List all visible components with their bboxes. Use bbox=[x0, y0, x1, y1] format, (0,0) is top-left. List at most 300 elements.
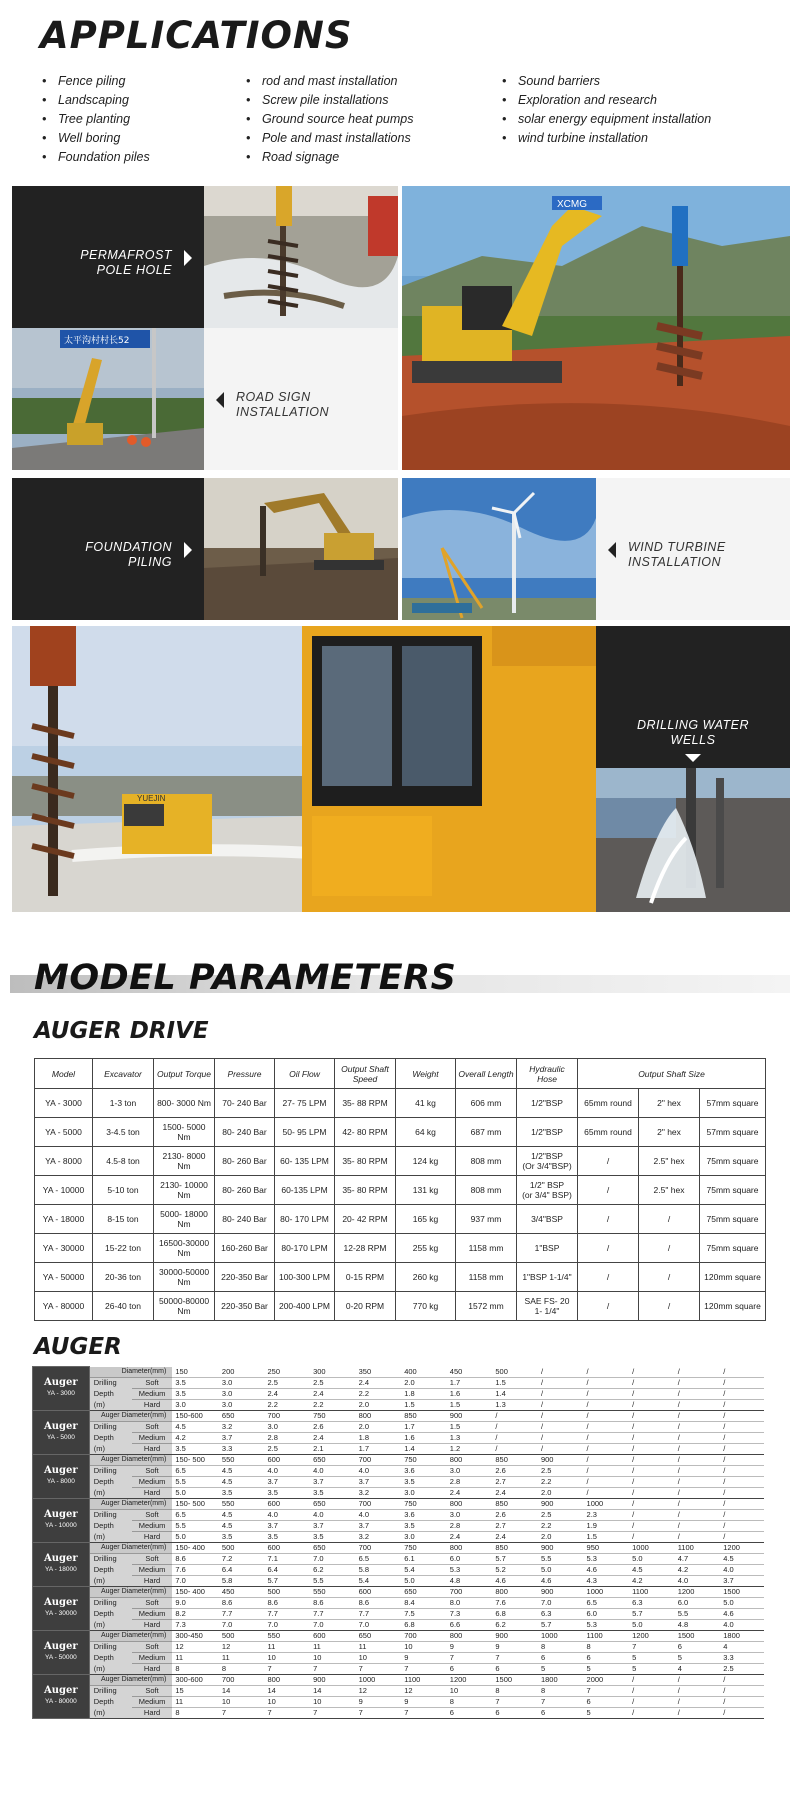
diameter-value: / bbox=[584, 1455, 630, 1466]
depth-value: 5.0 bbox=[629, 1620, 675, 1631]
table-cell: 12-28 RPM bbox=[335, 1234, 396, 1263]
depth-value: 6 bbox=[447, 1708, 493, 1719]
application-item: • Landscaping bbox=[40, 91, 150, 110]
depth-value: 3.5 bbox=[310, 1532, 356, 1543]
table-cell: / bbox=[578, 1263, 639, 1292]
depth-value: 6.0 bbox=[675, 1598, 721, 1609]
diameter-value: 1100 bbox=[401, 1675, 447, 1686]
depth-value: 2.6 bbox=[310, 1422, 356, 1433]
depth-value: / bbox=[584, 1466, 630, 1477]
depth-value: 9 bbox=[356, 1697, 402, 1708]
soil-condition-label: Soft bbox=[132, 1422, 173, 1433]
depth-value: 2.4 bbox=[310, 1433, 356, 1444]
depth-value: 10 bbox=[264, 1653, 310, 1664]
table-cell: 41 kg bbox=[396, 1089, 456, 1118]
depth-value: 14 bbox=[219, 1686, 265, 1697]
depth-value: 5.0 bbox=[172, 1488, 219, 1499]
depth-value: 1.5 bbox=[584, 1532, 630, 1543]
depth-value: 7 bbox=[356, 1708, 402, 1719]
auger-depth-row bbox=[33, 1697, 765, 1708]
table-cell: 60-135 LPM bbox=[275, 1176, 335, 1205]
depth-value: 3.5 bbox=[264, 1488, 310, 1499]
auger-depth-row bbox=[33, 1444, 765, 1455]
diameter-value: 550 bbox=[219, 1499, 265, 1510]
diameter-value: 300-450 bbox=[172, 1631, 219, 1642]
table-cell: YA - 18000 bbox=[35, 1205, 93, 1234]
column-header: Excavator bbox=[93, 1059, 154, 1089]
depth-value: 6.1 bbox=[401, 1554, 447, 1565]
drilling-depth-label: Drilling bbox=[89, 1378, 132, 1389]
drilling-depth-label: Drilling bbox=[89, 1422, 132, 1433]
soil-condition-label: Hard bbox=[132, 1488, 173, 1499]
auger-depth-row bbox=[33, 1521, 765, 1532]
applications-list-3 bbox=[500, 72, 711, 148]
auger-title: AUGER bbox=[34, 1334, 122, 1360]
depth-value: 3.0 bbox=[264, 1422, 310, 1433]
auger-model-label: YA - 10000 bbox=[45, 1522, 77, 1529]
depth-value: 2.4 bbox=[447, 1488, 493, 1499]
depth-value: 4.0 bbox=[675, 1576, 721, 1587]
depth-value: 8 bbox=[584, 1642, 630, 1653]
column-header: Output Shaft Speed bbox=[335, 1059, 396, 1089]
depth-value: 9.0 bbox=[172, 1598, 219, 1609]
diameter-value: 1500 bbox=[492, 1675, 538, 1686]
diameter-header: Auger Diameter(mm) bbox=[89, 1455, 172, 1466]
depth-value: 2.4 bbox=[447, 1532, 493, 1543]
tile-permafrost bbox=[12, 186, 204, 328]
drilling-depth-label: Depth bbox=[89, 1433, 132, 1444]
table-cell: 1500- 5000 Nm bbox=[154, 1118, 215, 1147]
diameter-header: Auger Diameter(mm) bbox=[89, 1587, 172, 1598]
depth-value: 5.0 bbox=[401, 1576, 447, 1587]
column-header: Pressure bbox=[215, 1059, 275, 1089]
diameter-value: 600 bbox=[264, 1543, 310, 1554]
auger-depth-row bbox=[33, 1477, 765, 1488]
depth-value: 4.0 bbox=[720, 1620, 764, 1631]
depth-value: 2.4 bbox=[310, 1389, 356, 1400]
diameter-value: / bbox=[538, 1411, 584, 1422]
table-cell: 260 kg bbox=[396, 1263, 456, 1292]
depth-value: 7 bbox=[356, 1664, 402, 1675]
auger-diameter-row bbox=[33, 1499, 765, 1510]
applications-title: APPLICATIONS bbox=[40, 14, 353, 57]
photo-road-sign bbox=[12, 328, 204, 470]
auger-depth-row bbox=[33, 1400, 765, 1411]
depth-value: 4.2 bbox=[629, 1576, 675, 1587]
drilling-depth-label: Drilling bbox=[89, 1642, 132, 1653]
depth-value: 14 bbox=[310, 1686, 356, 1697]
table-cell: 64 kg bbox=[396, 1118, 456, 1147]
diameter-value: 750 bbox=[310, 1411, 356, 1422]
diameter-value: / bbox=[538, 1367, 584, 1378]
drilling-depth-label: (m) bbox=[89, 1576, 132, 1587]
diameter-value: 650 bbox=[356, 1631, 402, 1642]
depth-value: 7 bbox=[401, 1708, 447, 1719]
diameter-header: Auger Diameter(mm) bbox=[89, 1411, 172, 1422]
diameter-value: 1000 bbox=[584, 1499, 630, 1510]
depth-value: / bbox=[538, 1400, 584, 1411]
auger-drive-title: AUGER DRIVE bbox=[34, 1018, 209, 1044]
table-cell: 200-400 LPM bbox=[275, 1292, 335, 1321]
diameter-value: / bbox=[629, 1499, 675, 1510]
depth-value: / bbox=[675, 1444, 721, 1455]
diameter-value: / bbox=[492, 1411, 538, 1422]
depth-value: 12 bbox=[401, 1686, 447, 1697]
diameter-value: 550 bbox=[264, 1631, 310, 1642]
drilling-depth-label: Depth bbox=[89, 1697, 132, 1708]
diameter-value: 300-600 bbox=[172, 1675, 219, 1686]
depth-value: 3.2 bbox=[356, 1488, 402, 1499]
depth-value: 3.7 bbox=[264, 1521, 310, 1532]
tile-foundation bbox=[12, 478, 204, 620]
table-row bbox=[35, 1234, 766, 1263]
soil-condition-label: Hard bbox=[132, 1532, 173, 1543]
depth-value: 4.0 bbox=[264, 1510, 310, 1521]
auger-model-label: YA - 3000 bbox=[46, 1390, 75, 1397]
depth-value: 5.3 bbox=[447, 1565, 493, 1576]
depth-value: 6 bbox=[584, 1697, 630, 1708]
application-item: • rod and mast installation bbox=[244, 72, 413, 91]
depth-value: 3.7 bbox=[310, 1521, 356, 1532]
depth-value: / bbox=[629, 1400, 675, 1411]
depth-value: / bbox=[629, 1444, 675, 1455]
table-row bbox=[35, 1292, 766, 1321]
diameter-value: 150- 400 bbox=[172, 1587, 219, 1598]
table-cell: 75mm square bbox=[700, 1176, 766, 1205]
depth-value: 7.0 bbox=[538, 1598, 584, 1609]
auger-model-cell bbox=[33, 1455, 90, 1499]
auger-diameter-row bbox=[33, 1543, 765, 1554]
diameter-value: 800 bbox=[264, 1675, 310, 1686]
depth-value: 9 bbox=[401, 1697, 447, 1708]
drilling-depth-label: Depth bbox=[89, 1609, 132, 1620]
diameter-header: Diameter(mm) bbox=[89, 1367, 172, 1378]
depth-value: 6.0 bbox=[447, 1554, 493, 1565]
depth-value: 2.1 bbox=[310, 1444, 356, 1455]
diameter-value: / bbox=[675, 1455, 721, 1466]
diameter-value: 1000 bbox=[629, 1543, 675, 1554]
application-item: • Road signage bbox=[244, 148, 413, 167]
drilling-depth-label: Drilling bbox=[89, 1598, 132, 1609]
diameter-value: 900 bbox=[538, 1543, 584, 1554]
depth-value: / bbox=[675, 1532, 721, 1543]
auger-depth-row bbox=[33, 1510, 765, 1521]
tile-water bbox=[596, 626, 790, 768]
soil-condition-label: Hard bbox=[132, 1400, 173, 1411]
depth-value: 4.5 bbox=[720, 1554, 764, 1565]
diameter-value: 1100 bbox=[584, 1631, 630, 1642]
depth-value: / bbox=[720, 1697, 764, 1708]
depth-value: 2.4 bbox=[492, 1488, 538, 1499]
depth-value: / bbox=[538, 1444, 584, 1455]
depth-value: 5.7 bbox=[538, 1620, 584, 1631]
depth-value: 4.7 bbox=[675, 1554, 721, 1565]
drilling-depth-label: Drilling bbox=[89, 1686, 132, 1697]
auger-model-label: YA - 5000 bbox=[46, 1434, 75, 1441]
depth-value: 7.0 bbox=[356, 1620, 402, 1631]
application-item: • solar energy equipment installation bbox=[500, 110, 711, 129]
auger-depth-row bbox=[33, 1554, 765, 1565]
depth-value: / bbox=[720, 1686, 764, 1697]
auger-depth-row bbox=[33, 1532, 765, 1543]
table-cell: / bbox=[578, 1205, 639, 1234]
depth-value: 4.0 bbox=[310, 1466, 356, 1477]
depth-value: 6.5 bbox=[356, 1554, 402, 1565]
table-cell: 5-10 ton bbox=[93, 1176, 154, 1205]
depth-value: / bbox=[538, 1433, 584, 1444]
soil-condition-label: Medium bbox=[132, 1521, 173, 1532]
diameter-value: 450 bbox=[447, 1367, 493, 1378]
depth-value: 5 bbox=[584, 1708, 630, 1719]
auger-model-label: YA - 50000 bbox=[45, 1654, 77, 1661]
depth-value: 2.2 bbox=[538, 1477, 584, 1488]
table-cell: SAE FS- 20 1- 1/4" bbox=[517, 1292, 578, 1321]
auger-depth-row bbox=[33, 1653, 765, 1664]
depth-value: 3.5 bbox=[172, 1389, 219, 1400]
depth-value: 6.3 bbox=[538, 1609, 584, 1620]
depth-value: 7.3 bbox=[447, 1609, 493, 1620]
depth-value: 4.8 bbox=[675, 1620, 721, 1631]
table-cell: 1572 mm bbox=[456, 1292, 517, 1321]
table-cell: 80- 260 Bar bbox=[215, 1147, 275, 1176]
depth-value: 5.0 bbox=[629, 1554, 675, 1565]
auger-depth-row bbox=[33, 1642, 765, 1653]
drilling-depth-label: Depth bbox=[89, 1653, 132, 1664]
depth-value: 5.2 bbox=[492, 1565, 538, 1576]
depth-value: 4.0 bbox=[264, 1466, 310, 1477]
depth-value: 7 bbox=[310, 1708, 356, 1719]
depth-value: 5.7 bbox=[492, 1554, 538, 1565]
drilling-depth-label: Depth bbox=[89, 1389, 132, 1400]
diameter-value: / bbox=[584, 1367, 630, 1378]
depth-value: 2.5 bbox=[538, 1466, 584, 1477]
tile-wind bbox=[596, 478, 790, 620]
depth-value: 7 bbox=[492, 1653, 538, 1664]
depth-value: / bbox=[720, 1389, 764, 1400]
depth-value: 7 bbox=[447, 1653, 493, 1664]
depth-value: 8 bbox=[172, 1664, 219, 1675]
table-cell: 3-4.5 ton bbox=[93, 1118, 154, 1147]
auger-depth-row bbox=[33, 1664, 765, 1675]
auger-table bbox=[32, 1366, 764, 1719]
depth-value: 4.2 bbox=[172, 1433, 219, 1444]
depth-value: / bbox=[538, 1422, 584, 1433]
depth-value: 7 bbox=[264, 1708, 310, 1719]
depth-value: / bbox=[538, 1378, 584, 1389]
diameter-header: Auger Diameter(mm) bbox=[89, 1675, 172, 1686]
depth-value: 3.0 bbox=[401, 1532, 447, 1543]
auger-brand-label: Auger bbox=[44, 1509, 78, 1520]
diameter-value: 1500 bbox=[675, 1631, 721, 1642]
table-cell: 255 kg bbox=[396, 1234, 456, 1263]
depth-value: 2.4 bbox=[492, 1532, 538, 1543]
depth-value: 8 bbox=[492, 1686, 538, 1697]
table-cell: 2" hex bbox=[639, 1089, 700, 1118]
soil-condition-label: Soft bbox=[132, 1510, 173, 1521]
applications-list-2 bbox=[244, 72, 413, 167]
table-cell: 80-170 LPM bbox=[275, 1234, 335, 1263]
depth-value: 14 bbox=[264, 1686, 310, 1697]
diameter-value: 800 bbox=[492, 1587, 538, 1598]
auger-diameter-row bbox=[33, 1367, 765, 1378]
depth-value: / bbox=[675, 1422, 721, 1433]
table-cell: / bbox=[639, 1234, 700, 1263]
diameter-value: 1100 bbox=[629, 1587, 675, 1598]
diameter-value: 900 bbox=[447, 1411, 493, 1422]
auger-drive-header-row bbox=[35, 1059, 766, 1089]
table-cell: 808 mm bbox=[456, 1176, 517, 1205]
auger-model-cell bbox=[33, 1499, 90, 1543]
depth-value: 6.0 bbox=[584, 1609, 630, 1620]
application-item: • Pole and mast installations bbox=[244, 129, 413, 148]
table-cell: 75mm square bbox=[700, 1205, 766, 1234]
soil-condition-label: Medium bbox=[132, 1697, 173, 1708]
auger-depth-row bbox=[33, 1576, 765, 1587]
diameter-value: / bbox=[584, 1411, 630, 1422]
soil-condition-label: Soft bbox=[132, 1686, 173, 1697]
diameter-value: 350 bbox=[356, 1367, 402, 1378]
diameter-value: 150-600 bbox=[172, 1411, 219, 1422]
depth-value: 4.0 bbox=[356, 1510, 402, 1521]
application-item: • wind turbine installation bbox=[500, 129, 711, 148]
depth-value: 2.0 bbox=[538, 1532, 584, 1543]
diameter-value: 800 bbox=[447, 1455, 493, 1466]
road-sign-board-text: 太平沟村村长52 bbox=[64, 336, 130, 346]
depth-value: 3.2 bbox=[356, 1532, 402, 1543]
depth-value: 2.5 bbox=[264, 1378, 310, 1389]
depth-value: 6 bbox=[675, 1642, 721, 1653]
depth-value: 3.7 bbox=[219, 1433, 265, 1444]
diameter-value: 500 bbox=[219, 1631, 265, 1642]
diameter-header: Auger Diameter(mm) bbox=[89, 1499, 172, 1510]
table-cell: 35- 80 RPM bbox=[335, 1147, 396, 1176]
depth-value: / bbox=[720, 1433, 764, 1444]
diameter-value: 1200 bbox=[675, 1587, 721, 1598]
depth-value: 8.6 bbox=[172, 1554, 219, 1565]
depth-value: 5 bbox=[584, 1664, 630, 1675]
depth-value: 2.7 bbox=[492, 1521, 538, 1532]
depth-value: 12 bbox=[356, 1686, 402, 1697]
depth-value: 3.5 bbox=[219, 1532, 265, 1543]
tile-water-label: DRILLING WATER WELLS bbox=[636, 718, 750, 747]
table-cell: 124 kg bbox=[396, 1147, 456, 1176]
auger-model-cell bbox=[33, 1411, 90, 1455]
depth-value: 7.6 bbox=[492, 1598, 538, 1609]
diameter-value: 800 bbox=[447, 1631, 493, 1642]
table-cell: 800- 3000 Nm bbox=[154, 1089, 215, 1118]
depth-value: 5 bbox=[629, 1653, 675, 1664]
drilling-depth-label: Drilling bbox=[89, 1466, 132, 1477]
auger-drive-table bbox=[34, 1058, 766, 1321]
table-cell: 80- 240 Bar bbox=[215, 1205, 275, 1234]
depth-value: / bbox=[720, 1400, 764, 1411]
depth-value: 7.7 bbox=[219, 1609, 265, 1620]
diameter-value: 1500 bbox=[720, 1587, 764, 1598]
depth-value: 1.7 bbox=[447, 1378, 493, 1389]
depth-value: 4.0 bbox=[356, 1466, 402, 1477]
auger-diameter-row bbox=[33, 1675, 765, 1686]
depth-value: / bbox=[629, 1532, 675, 1543]
truck-brand-text: YUEJIN bbox=[137, 794, 166, 803]
drilling-depth-label: Depth bbox=[89, 1565, 132, 1576]
depth-value: 1.7 bbox=[401, 1422, 447, 1433]
table-cell: 30000-50000 Nm bbox=[154, 1263, 215, 1292]
depth-value: 2.5 bbox=[720, 1664, 764, 1675]
diameter-value: 600 bbox=[264, 1499, 310, 1510]
depth-value: 7.0 bbox=[219, 1620, 265, 1631]
depth-value: 7 bbox=[401, 1664, 447, 1675]
soil-condition-label: Medium bbox=[132, 1565, 173, 1576]
depth-value: 2.0 bbox=[356, 1422, 402, 1433]
depth-value: 3.7 bbox=[310, 1477, 356, 1488]
depth-value: 7 bbox=[219, 1708, 265, 1719]
diameter-value: 800 bbox=[447, 1499, 493, 1510]
diameter-value: 250 bbox=[264, 1367, 310, 1378]
diameter-value: 850 bbox=[492, 1455, 538, 1466]
depth-value: 4.6 bbox=[584, 1565, 630, 1576]
depth-value: 11 bbox=[172, 1653, 219, 1664]
depth-value: 4.8 bbox=[447, 1576, 493, 1587]
diameter-value: 900 bbox=[310, 1675, 356, 1686]
depth-value: 7.0 bbox=[264, 1620, 310, 1631]
drilling-depth-label: (m) bbox=[89, 1620, 132, 1631]
depth-value: 7.5 bbox=[401, 1609, 447, 1620]
column-header: Weight bbox=[396, 1059, 456, 1089]
depth-value: 2.4 bbox=[264, 1389, 310, 1400]
depth-value: 3.5 bbox=[264, 1532, 310, 1543]
table-cell: / bbox=[639, 1205, 700, 1234]
table-cell: 65mm round bbox=[578, 1118, 639, 1147]
depth-value: 8 bbox=[447, 1697, 493, 1708]
diameter-value: 850 bbox=[401, 1411, 447, 1422]
depth-value: 6 bbox=[447, 1664, 493, 1675]
depth-value: 5 bbox=[538, 1664, 584, 1675]
depth-value: 3.5 bbox=[401, 1477, 447, 1488]
depth-value: 6.8 bbox=[492, 1609, 538, 1620]
table-cell: 27- 75 LPM bbox=[275, 1089, 335, 1118]
diameter-value: / bbox=[720, 1675, 764, 1686]
depth-value: 6.5 bbox=[172, 1466, 219, 1477]
depth-value: 5 bbox=[629, 1664, 675, 1675]
diameter-value: 900 bbox=[538, 1587, 584, 1598]
auger-depth-row bbox=[33, 1598, 765, 1609]
depth-value: 3.5 bbox=[172, 1378, 219, 1389]
table-cell: 80- 240 Bar bbox=[215, 1118, 275, 1147]
diameter-value: 200 bbox=[219, 1367, 265, 1378]
depth-value: 5.5 bbox=[172, 1521, 219, 1532]
depth-value: / bbox=[492, 1422, 538, 1433]
depth-value: 6 bbox=[538, 1708, 584, 1719]
depth-value: 1.5 bbox=[447, 1400, 493, 1411]
depth-value: 1.3 bbox=[447, 1433, 493, 1444]
depth-value: 6.3 bbox=[629, 1598, 675, 1609]
depth-value: 4.6 bbox=[492, 1576, 538, 1587]
depth-value: 5.4 bbox=[356, 1576, 402, 1587]
depth-value: 2.8 bbox=[447, 1521, 493, 1532]
depth-value: 11 bbox=[310, 1642, 356, 1653]
depth-value: / bbox=[720, 1444, 764, 1455]
depth-value: 5.5 bbox=[172, 1477, 219, 1488]
diameter-value: 600 bbox=[356, 1587, 402, 1598]
depth-value: 8 bbox=[172, 1708, 219, 1719]
depth-value: 7.7 bbox=[310, 1609, 356, 1620]
depth-value: / bbox=[584, 1378, 630, 1389]
table-row bbox=[35, 1176, 766, 1205]
applications-list-1 bbox=[40, 72, 150, 167]
diameter-value: 750 bbox=[401, 1543, 447, 1554]
depth-value: 7 bbox=[264, 1664, 310, 1675]
drilling-depth-label: (m) bbox=[89, 1664, 132, 1675]
